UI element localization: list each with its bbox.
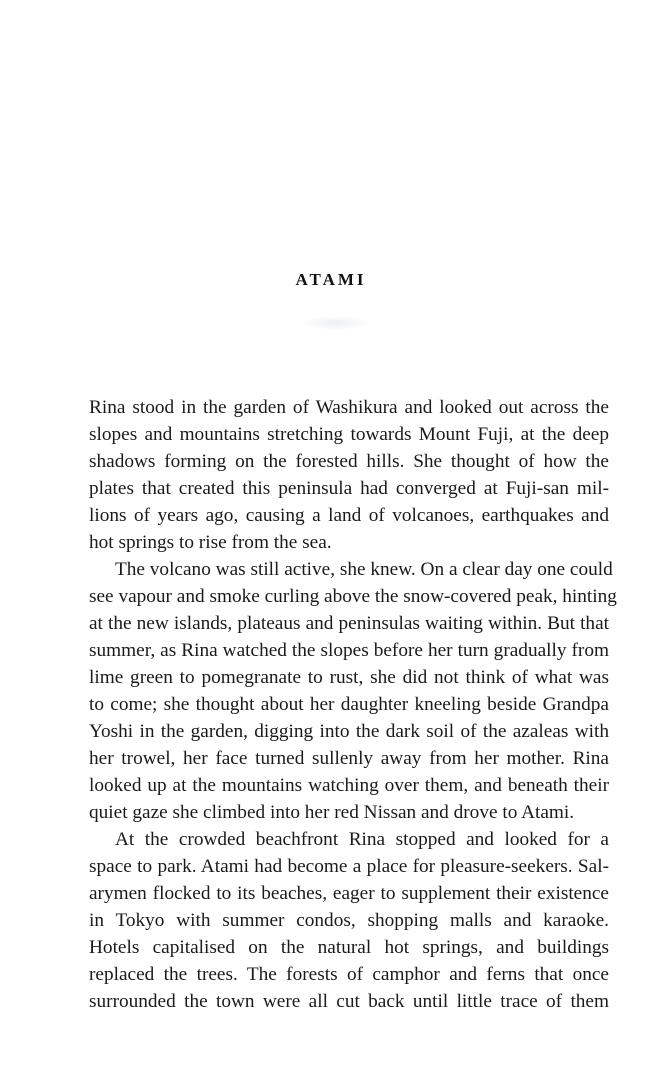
paragraph-3 [89,826,609,1015]
paragraph-1 [89,394,609,556]
text-line: in Tokyo with summer condos, shopping malls and karaoke. [89,910,609,931]
text-line: quiet gaze she climbed into her red Nissan and drove to Atami. [89,802,575,823]
text-line: plates that created this peninsula had converged at Fuji-san mil- [89,478,609,499]
text-line: at the new islands, plateaus and peninsulas waiting within. But that [89,613,609,634]
text-line: hot springs to rise from the sea. [89,532,332,553]
text-line: slopes and mountains stretching towards Mount Fuji, at the deep [89,424,609,445]
text-line: summer, as Rina watched the slopes before her turn gradually from [89,640,609,661]
text-line: her trowel, her face turned sullenly away from her mother. Rina [89,748,609,769]
text-line: to come; she thought about her daughter kneeling beside Grandpa [89,694,609,715]
text-line: lions of years ago, causing a land of volcanoes, earthquakes and [89,505,609,526]
text-line: arymen flocked to its beaches, eager to supplement their existence [89,883,609,904]
text-line: replaced the trees. The forests of camphor and ferns that once [89,964,609,985]
text-line: Hotels capitalised on the natural hot springs, and buildings [89,937,609,958]
text-line: Yoshi in the garden, digging into the dark soil of the azaleas with [89,721,609,742]
text-line: shadows forming on the forested hills. She thought of how the [89,451,609,472]
text-line: looked up at the mountains watching over them, and beneath their [89,775,609,796]
text-line: space to park. Atami had become a place for pleasure-seekers. Sal- [89,856,609,877]
text-line: surrounded the town were all cut back until little trace of them [89,991,609,1012]
text-line: lime green to pomegranate to rust, she did not think of what was [89,667,609,688]
text-line: The volcano was still active, she knew. On a clear day one could [115,559,613,580]
body-text [89,394,617,1015]
text-line: Rina stood in the garden of Washikura and looked out across the [89,397,609,418]
scan-smudge [300,316,370,330]
paragraph-2 [89,556,617,826]
text-line: At the crowded beachfront Rina stopped and looked for a [115,829,609,850]
chapter-title: ATAMI [295,270,367,289]
text-line: see vapour and smoke curling above the snow-covered peak, hinting [89,586,617,607]
